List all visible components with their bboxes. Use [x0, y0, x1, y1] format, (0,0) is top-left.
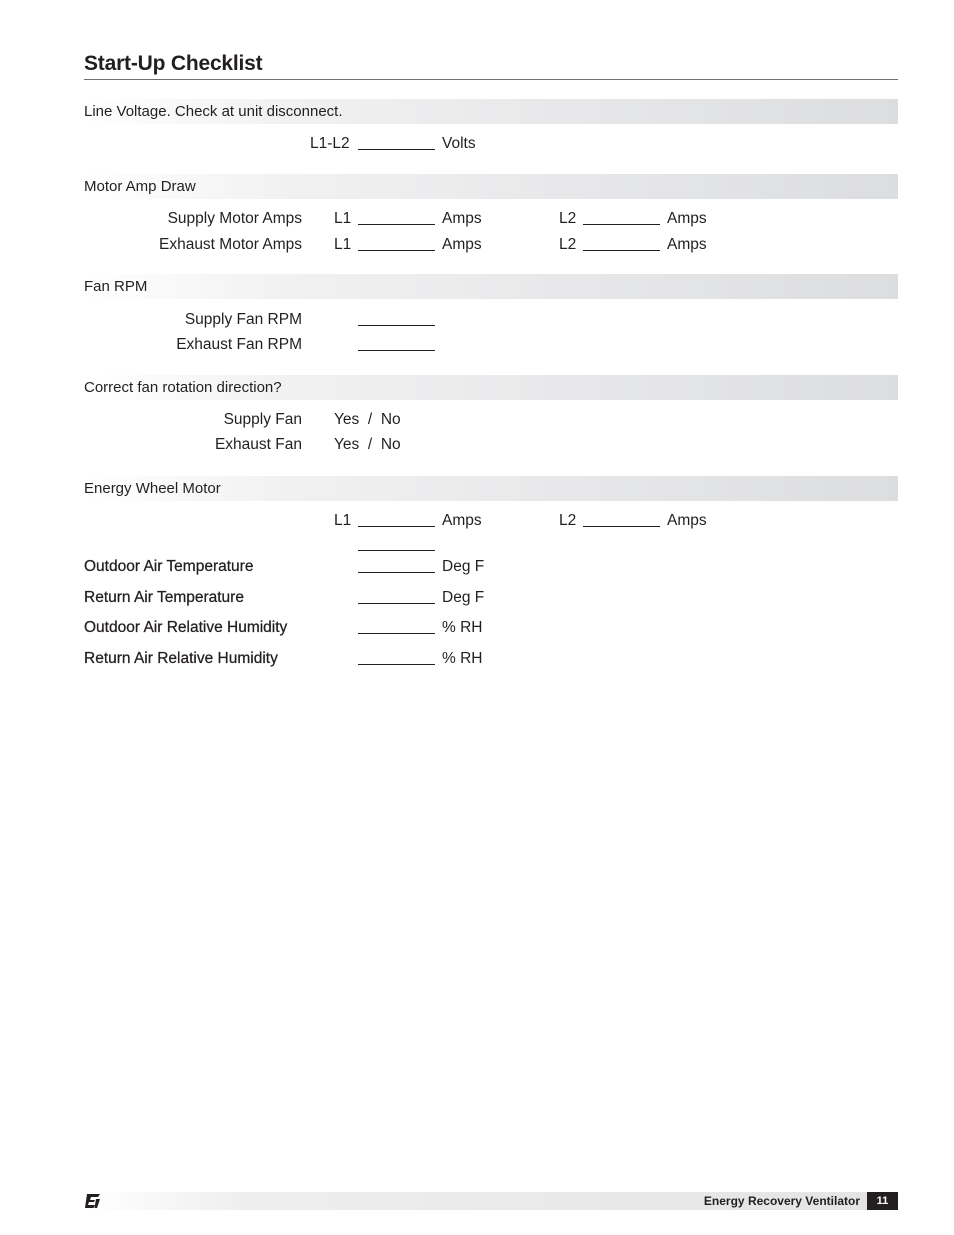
return-air-rh-unit: % RH: [442, 650, 483, 667]
exhaust-motor-l2-unit: Amps: [667, 236, 707, 253]
energy-wheel-l2-unit: Amps: [667, 512, 707, 529]
supply-motor-l1-label: L1: [334, 210, 352, 227]
section-heading-motor-amp-draw: Motor Amp Draw: [84, 178, 196, 195]
outdoor-air-rh-unit: % RH: [442, 619, 483, 636]
return-air-temp-unit: Deg F: [442, 589, 485, 606]
exhaust-fan-rpm-label: Exhaust Fan RPM: [176, 336, 302, 353]
section-heading-fan-rotation: Correct fan rotation direction?: [84, 379, 282, 396]
footer-product-name: Energy Recovery Ventilator: [703, 1194, 860, 1208]
section-heading-line-voltage: Line Voltage. Check at unit disconnect.: [84, 103, 343, 120]
blank-field[interactable]: [358, 550, 435, 551]
return-air-temp-label: Return Air Temperature: [84, 589, 244, 606]
exhaust-motor-l2-label: L2: [559, 236, 577, 253]
outdoor-air-rh-field[interactable]: [358, 633, 435, 634]
supply-fan-rotation-label: Supply Fan: [223, 411, 302, 428]
section-bar-motor-amp-draw: [84, 174, 898, 199]
supply-fan-rpm-label: Supply Fan RPM: [184, 311, 302, 328]
page-number: 11: [867, 1192, 898, 1210]
energy-wheel-l1-unit: Amps: [442, 512, 482, 529]
outdoor-air-temp-unit: Deg F: [442, 558, 485, 575]
exhaust-motor-amps-label: Exhaust Motor Amps: [158, 236, 302, 253]
outdoor-air-temp-label: Outdoor Air Temperature: [84, 558, 254, 575]
section-bar-fan-rpm: [84, 274, 898, 299]
title-divider: [84, 79, 898, 80]
exhaust-motor-l2-field[interactable]: [583, 250, 660, 251]
outdoor-air-temp-field[interactable]: [358, 572, 435, 573]
supply-motor-l2-label: L2: [559, 210, 577, 227]
energy-wheel-l1-field[interactable]: [358, 526, 435, 527]
supply-motor-l2-unit: Amps: [667, 210, 707, 227]
supply-motor-l1-field[interactable]: [358, 224, 435, 225]
supply-motor-l1-unit: Amps: [442, 210, 482, 227]
section-heading-energy-wheel-motor: Energy Wheel Motor: [84, 480, 221, 497]
exhaust-motor-l1-unit: Amps: [442, 236, 482, 253]
supply-motor-l2-field[interactable]: [583, 224, 660, 225]
return-air-temp-field[interactable]: [358, 603, 435, 604]
line-voltage-field[interactable]: [358, 149, 435, 150]
energy-wheel-l1-label: L1: [334, 512, 352, 529]
energy-wheel-l2-label: L2: [559, 512, 577, 529]
exhaust-fan-yes-no[interactable]: Yes / No: [334, 436, 401, 453]
exhaust-motor-l1-field[interactable]: [358, 250, 435, 251]
greenheck-logo-icon: [84, 1193, 102, 1209]
exhaust-fan-rotation-label: Exhaust Fan: [214, 436, 302, 453]
outdoor-air-rh-label: Outdoor Air Relative Humidity: [84, 619, 288, 636]
page-title: Start-Up Checklist: [84, 52, 263, 75]
supply-motor-amps-label: Supply Motor Amps: [167, 210, 302, 227]
exhaust-fan-rpm-field[interactable]: [358, 350, 435, 351]
energy-wheel-l2-field[interactable]: [583, 526, 660, 527]
return-air-rh-field[interactable]: [358, 664, 435, 665]
line-voltage-unit: Volts: [442, 135, 476, 152]
supply-fan-yes-no[interactable]: Yes / No: [334, 411, 401, 428]
return-air-rh-label: Return Air Relative Humidity: [84, 650, 278, 667]
supply-fan-rpm-field[interactable]: [358, 325, 435, 326]
line-voltage-label: L1-L2: [310, 135, 350, 152]
exhaust-motor-l1-label: L1: [334, 236, 352, 253]
section-heading-fan-rpm: Fan RPM: [84, 278, 148, 295]
